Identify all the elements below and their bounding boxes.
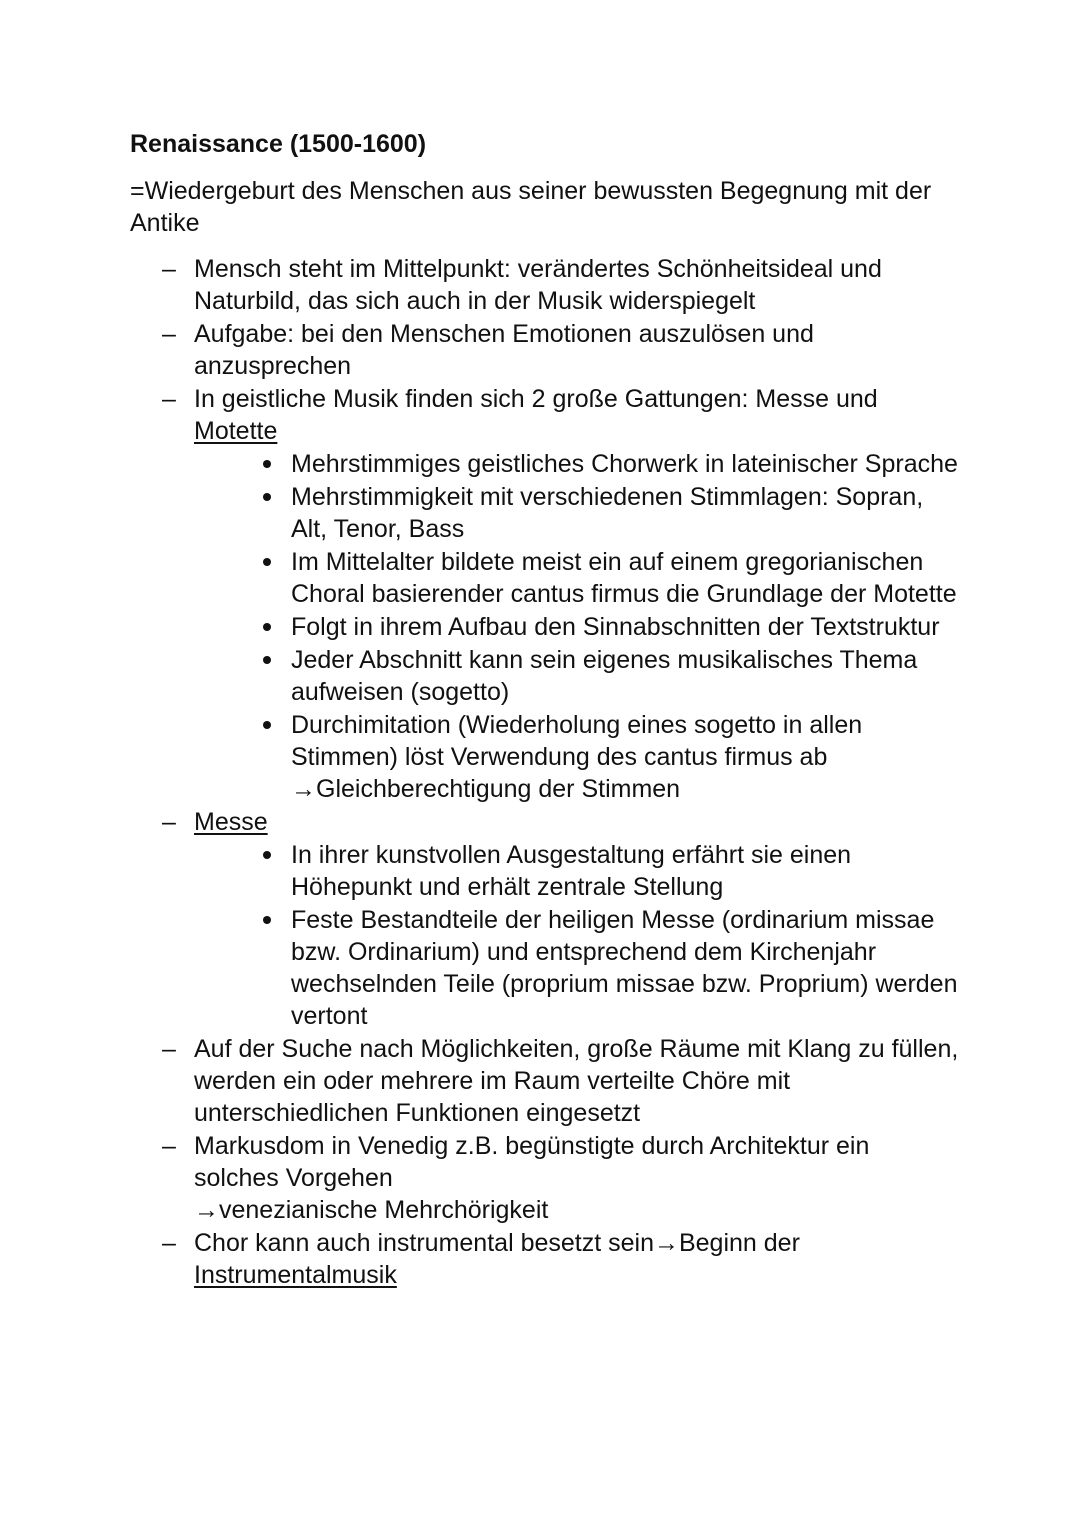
motette-heading: Motette [194,417,278,445]
dash-marker: – [162,1229,176,1257]
messe-bullet-container [130,839,960,1032]
bullet-text: In ihrer kunstvollen Ausgestaltung erfährt sie einen Höhepunkt und erhält zentrale Stellung [291,841,852,901]
bullet-text: Mehrstimmiges geistliches Chorwerk in lateinischer Sprache [291,450,958,478]
motette-bullet-container [130,448,960,805]
bullet-marker [263,721,271,729]
bullet-marker [263,493,271,501]
item-text: Aufgabe: bei den Menschen Emotionen auszulösen und anzusprechen [194,320,814,380]
list-item [130,318,960,382]
bullet-marker [263,656,271,664]
messe-heading: Messe [194,808,268,836]
item-text: Chor kann auch instrumental besetzt sein→Beginn der [194,1229,800,1257]
bullet-text: Mehrstimmigkeit mit verschiedenen Stimmlagen: Sopran, Alt, Tenor, Bass [291,483,924,543]
notes-content [130,253,960,1292]
dash-marker: – [162,320,176,348]
bullet-marker [263,916,271,924]
list-item [130,253,960,317]
messe-bullets [130,839,960,1032]
dash-marker: – [162,1035,176,1063]
motette-bullets [130,448,960,805]
bullet-item [261,709,960,805]
list-item [130,1130,960,1226]
dash-marker: – [162,255,176,283]
bullet-marker [263,851,271,859]
dash-marker: – [162,1132,176,1160]
bullet-text: Im Mittelalter bildete meist ein auf einem gregorianischen Choral basierender cantus firmus die Grundlage der Motette [291,548,957,608]
instrumentalmusik-term: Instrumentalmusik [194,1261,397,1289]
arrow-conclusion: →venezianische Mehrchörigkeit [194,1196,549,1224]
bullet-marker [263,558,271,566]
bullet-marker [263,623,271,631]
bullet-item [261,839,960,903]
bullet-text: Jeder Abschnitt kann sein eigenes musikalisches Thema aufweisen (sogetto) [291,646,918,706]
list-item [130,1033,960,1129]
bullet-text: Folgt in ihrem Aufbau den Sinnabschnitten der Textstruktur [291,613,940,641]
bullet-item [261,546,960,610]
bullet-item [261,481,960,545]
dash-marker: – [162,808,176,836]
bullet-marker [263,460,271,468]
bullet-item [261,904,960,1032]
item-text: Mensch steht im Mittelpunkt: verändertes Schönheitsideal und Naturbild, das sich auch in der Musik widerspiegelt [194,255,882,315]
list-item [130,1227,960,1291]
dash-marker: – [162,385,176,413]
list-item [130,806,960,838]
arrow-conclusion: →Gleichberechtigung der Stimmen [291,775,681,803]
bullet-item [261,644,960,708]
main-list [130,253,960,1291]
intro-definition: =Wiedergeburt des Menschen aus seiner bewussten Begegnung mit der Antike [130,177,932,237]
bullet-item [261,448,960,480]
bullet-item [261,611,960,643]
bullet-text: Durchimitation (Wiederholung eines sogetto in allen Stimmen) löst Verwendung des cantus firmus ab [291,711,863,771]
item-text: Markusdom in Venedig z.B. begünstigte durch Architektur ein solches Vorgehen [194,1132,870,1192]
page-title: Renaissance (1500-1600) [130,130,427,158]
list-item [130,383,960,447]
item-text: In geistliche Musik finden sich 2 große Gattungen: Messe und [194,385,878,413]
item-text: Auf der Suche nach Möglichkeiten, große Räume mit Klang zu füllen, werden ein oder mehrere im Raum verteilte Chöre mit unterschiedlichen Funktionen eingesetzt [194,1035,959,1127]
bullet-text: Feste Bestandteile der heiligen Messe (ordinarium missae bzw. Ordinarium) und entsprechend dem Kirchenjahr wechselnden Teile (proprium missae bzw. Proprium) werden vertont [291,906,958,1030]
